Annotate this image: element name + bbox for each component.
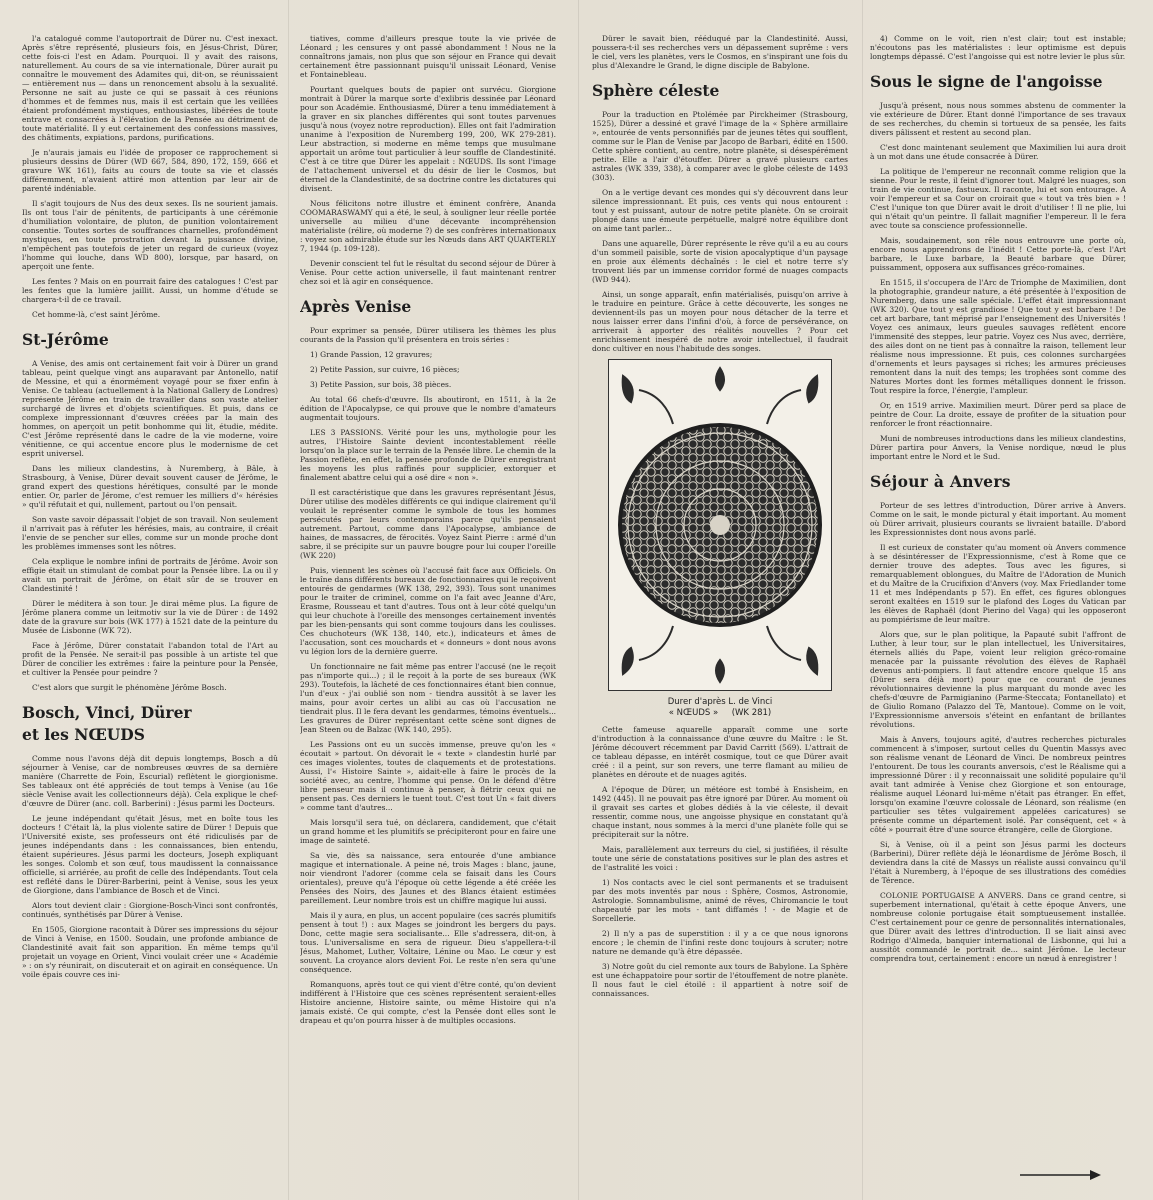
- column-divider: [862, 0, 863, 1200]
- paragraph: C'est donc maintenant seulement que Maximilien lui aura droit à un mot dans une étude consacrée à Dürer.: [870, 143, 1126, 161]
- paragraph: La politique de l'empereur ne reconnaît comme religion que la sienne. Pour le reste, il feint d'ignorer tout. Malgré les nuages, son train de vie continue, fastueux. Il raconte, lui et son entourage. A voir l'empereur et sa Cour on croirait que « tout va très bien » ! C'est l'unique ton que Dürer avait le droit d'utiliser ! Il ne plie, lui qui n'était qu'un peintre. Il fallait magnifier l'empereur. Il le fera avec toute sa conscience professionnelle.: [870, 167, 1126, 230]
- paragraph: Nous félicitons notre illustre et éminent confrère, Ananda COOMARASWAMY qui a été, le seul, à souligner leur réelle portée universelle au milieu d'une décevante incompréhension matérialiste (rélire, où moderne ?) de ses confrères internationaux : voyez son admirable étude sur les Nœuds dans ART QUARTERLY 7, 1944 (p. 109-128).: [300, 199, 556, 253]
- paragraph-group: [592, 34, 848, 70]
- paragraph: Alors que, sur le plan politique, la Papauté subit l'affront de Luther, à leur tour, sur le plan intellectuel, les Universitaires, éternels alliés du Pape, voient leur religion gréco-romaine menacée par la puissante révolution des élèves de Raphaël devenus anti-pompiers. Il faut attendre encore quelque 15 ans (Dürer sera déjà mort) pour que ce courant de jeunes révolutionnaires devienne la plus marquant du monde avec les chefs-d'œuvre de Parmigianino (Parme-Steccata; Fontanellato) et de Giulio Romano (Palazzo del Tè, Mantoue). Comme on le voit, l'Expressionnisme anversois s'éteint en enfantant de brillantes révolutions.: [870, 630, 1126, 729]
- paragraph: Romanquons, après tout ce qui vient d'être conté, qu'on devient indifférent à l'Histoire que ces scènes représentent seraient-elles Histoire ancienne, Histoire sainte, ou même Histoire qui n'a jamais existé. Ce qui compte, c'est la Pensée dont elles sont le drapeau et qu'on pourra hisser à de multiples occasions.: [300, 980, 556, 1025]
- paragraph: A Venise, des amis ont certainement fait voir à Dürer un grand tableau, peint quelque vingt ans auparavant par Antonello, natif de Messine, et qui a énormément voyagé pour se fixer enfin à Venise. Ce tableau (actuellement à la National Gallery de Londres) représente Jérôme en train de travailler dans son vaste atelier surchargé de livres et d'objets scientifiques. Et puis, dans ce complexe impressionnant d'œuvres créées par la main des hommes, on aperçoit un petit bonhomme qui lit, étudie, médite. C'est Jérôme représenté dans le cadre de la vie moderne, voire vénitienne, ce qui accentue encore plus le modernisme de cet esprit universel.: [22, 359, 278, 458]
- paragraph: Mais, soudainement, son rêle nous entrouvre une porte où, encore nous apprendrons de l'inédit ! Cette porte-là, c'est l'Art barbare, le Luxe barbare, la Beauté barbare que Dürer, puissamment, opposera aux suffisances gréco-romaines.: [870, 236, 1126, 272]
- paragraph: 2) Il n'y a pas de superstition : il y a ce que nous ignorons encore ; le chemin de l'infini reste donc toujours à scruter; notre nature ne demande qu'à être dépassée.: [592, 929, 848, 956]
- paragraph: A l'époque de Dürer, un météore est tombé à Ensisheim, en 1492 (445). Il ne pouvait pas être ignoré par Dürer. Au moment où il gravait ses cartes et globes dédiés à la vie céleste, il devait ressentir, comme nous, une angoisse physique en constatant qu'à chaque instant, nous sommes à la merci d'une planète folle qui se précipiterait sur la nôtre.: [592, 785, 848, 839]
- paragraph: Puis, viennent les scènes où l'accusé fait face aux Officiels. On le traîne dans différents bureaux de fonctionnaires qui le reçoivent entourés de gendarmes (WK 138, 292, 393). Tous sont unanimes pour le traiter de criminel, comme on l'a fait avec Jeanne d'Arc, Erasme, Rousseau et tant d'autres. Tous ont à leur côté quelqu'un qui leur chuchote à l'oreille des mensonges certainement inventés par les bien-pensants qui sont comme toujours dans les coulisses. Ces chuchoteurs (WK 138, 140, etc.), indicateurs et âmes de l'accusation, sont ces mouchards et « donneurs » dont nous avons vu légion lors de la dernière guerre.: [300, 566, 556, 656]
- knot-engraving: [608, 359, 832, 691]
- section-heading: et les NŒUDS: [22, 725, 145, 744]
- paragraph: Dans une aquarelle, Dürer représente le rêve qu'il a eu au cours d'un sommeil paisible, sorte de vision apocalyptique d'un paysage en proie aux éléments déchaînés : le ciel et notre terre s'y trouvent liés par un immense corridor formé de nuages compacts (WD 944).: [592, 239, 848, 284]
- paragraph: Les Passions ont eu un succès immense, preuve qu'on les « écoutait » partout. On dévorait le « texte » clandestin hurlé par ces images violentes, toutes de claquements et de protestations. Aussi, l'« Histoire Sainte », aidait-elle à faire le procès de la société avec, au centre, l'homme qui pense. On le défend d'être libre penseur mais il continue à penser, à flétrir ceux qui ne pensent pas. Ces derniers le tuent tout. C'est tout Un « fait divers » comme tant d'autres...: [300, 740, 556, 812]
- section-heading: Sphère céleste: [592, 81, 720, 100]
- paragraph: Son vaste savoir dépassait l'objet de son travail. Non seulement il n'arrivait pas à réfuter les hérésies, mais, au contraire, il créait l'envie de se pencher sur elles, comme sur un monde proche dont les problèmes immenses sont les nôtres.: [22, 515, 278, 551]
- paragraph: Il est curieux de constater qu'au moment où Anvers commence à se désintéresser de l'Expressionnisme, c'est à Rome que ce dernier trouve des adeptes. Tous avec les figures, si remarquablement oblongues, du Maître de l'Adoration de Munich et du Maître de la Crucifixion d'Anvers (voy. Max Friedlander tome 11 et mes Indépendants p 57). En effet, ces figures oblongues seront exaltées en 1519 sur le plafond des Loges du Vatican par les élèves de Raphaël (dont Pierino del Vaga) qui les opposeront au pompiérisme de leur maître.: [870, 543, 1126, 624]
- section-heading: Séjour à Anvers: [870, 472, 1011, 491]
- paragraph: On a le vertige devant ces mondes qui s'y découvrent dans leur silence impressionnant. Et puis, ces vents qui nous entourent : tout y est puissant, autour de notre petite planète. On se croirait plongé dans une émeute perpétuelle, malgré notre équilibre dont on aime tant parler...: [592, 188, 848, 233]
- paragraph: Dans les milieux clandestins, à Nuremberg, à Bâle, à Strasbourg, à Venise, Dürer devait souvent causer de Jérôme, le grand expert des questions hérétiques, consulté par le monde entier. Or, parler de Jérome, c'est remuer les milliers d'« hérésies » qu'il réfutait et qui, nullement, partout ou l'on pensait.: [22, 464, 278, 509]
- paragraph-group: [300, 34, 556, 286]
- paragraph: Mais à Anvers, toujours agité, d'autres recherches picturales commencent à s'imposer, surtout celles du Quentin Massys avec son réalisme venant de Léonard de Vinci. De nombreux peintres l'entourent. De tous les courants anversois, c'est le Réalisme qui a impressionné Dürer : il y reconnaissait une solidité populaire qu'il avait tant admirée à Venise chez Giorgione et son entourage, réalisme auquel Léonard lui-même n'était pas étranger. En effet, lorsqu'on examine l'œuvre colossale de Léonard, son réalisme (en particulier ses têtes vulgairement appelées caricatures) se présente comme un département isolé. Par conséquent, cet « à côté » pourrait être d'une source étrangère, celle de Giorgione.: [870, 735, 1126, 834]
- paragraph: Pour exprimer sa pensée, Dürer utilisera les thèmes les plus courants de la Passion qu'il présentera en trois séries :: [300, 326, 556, 344]
- paragraph-group: [870, 501, 1126, 963]
- section-heading: Sous le signe de l'angoisse: [870, 72, 1103, 91]
- paragraph: Je n'aurais jamais eu l'idée de proposer ce rapprochement si plusieurs dessins de Dürer (WD 667, 584, 890, 172, 159, 666 et gravure WK 161), faits au cours de toute sa vie et classés différemment, n'avaient attiré mon attention par leur air de parenté indéniable.: [22, 148, 278, 193]
- paragraph: Pour la traduction en Ptolémée par Pirckheimer (Strasbourg, 1525), Dürer a dessiné et gravé l'image de la « Sphère armillaire », entourée de vents personnifiés par de jeunes têtes qui soufflent, comme sur le Plan de Venise par Jacopo de Barbari, édité en 1500. Cette sphère contient, au centre, notre planète, si désespérément petite. Elle a l'air d'étouffer. Dürer a gravé plusieurs cartes astrales (WK 339, 338), à comparer avec le globe céleste de 1493 (303).: [592, 110, 848, 182]
- column-4: [870, 34, 1126, 1194]
- section-heading: Après Venise: [300, 297, 412, 316]
- arrow-right-icon: [1020, 1169, 1102, 1181]
- paragraph: l'a catalogué comme l'autoportrait de Dürer nu. C'est inexact. Après s'être représenté, plusieurs fois, en Jésus-Christ, Dürer, cette fois-ci l'est en Adam. Pourquoi. Il y avait des raisons, naturellement. Au cours de sa vie internationale, Dürer aurait pu connaître le mouvement des Adamites qui, dit-on, se réunissaient — entièrement nus — dans un renoncement absolu à la sexualité. Personne ne sait au juste ce qui se passait à ces réunions d'hommes et de femmes nus, mais il est certain que les veillées étaient profondément mystiques, enthousiastes, libérées de toute entrave et consacrées à l'élévation de la Pensée au détriment de toute matérialité. Il y eut certainement des confessions massives, des châtiments, expiations, pardons, purifications.: [22, 34, 278, 142]
- paragraph: C'est alors que surgit le phénomène Jérôme Bosch.: [32, 683, 227, 692]
- paragraph: 3) Notre goût du ciel remonte aux tours de Babylone. La Sphère est une échappatoire pour sortir de l'étouffement de notre planète. Il nous faut le ciel étoilé : il appartient à notre soif de connaissances.: [592, 962, 848, 998]
- paragraph: Sa vie, dès sa naissance, sera entourée d'une ambiance magique et internationale. A peine né, trois Mages : blanc, jaune, noir viendront l'adorer (comme cela se faisait dans les Cours orientales), preuve qu'à l'époque où cette légende a été créée les Pensées des Noirs, des Jaunes et des Blancs étaient estimées pareillement. Leur nombre trois est un chiffre magique lui aussi.: [300, 851, 556, 905]
- paragraph: Un fonctionnaire ne fait même pas entrer l'accusé (ne le reçoit pas n'importe qui...) ; il le reçoit à la porte de ses bureaux (WK 293). Toutefois, la lâcheté de ces fonctionnaires étant bien connue, l'un d'eux - j'ai oublié son nom - tiendra aussitôt à se laver les mains, pour avoir certes un alibi au cas où l'accusation ne tiendrait plus. Il le fera devant les gendarmes, témoins éventuels... Les gravures de Dürer représentant cette scène sont dignes de Jean Steen ou de Balzac (WK 140, 295).: [300, 662, 556, 734]
- paragraph-group: [592, 110, 848, 353]
- figure-knots: [592, 359, 848, 719]
- paragraph-group: [870, 34, 1126, 61]
- paragraph: Cette fameuse aquarelle apparaît comme une sorte d'introduction à la connaissance d'une œuvre du Maître : le St. Jérôme découvert récemment par David Carritt (569). L'attrait de ce tableau dépasse, en intérêt cosmique, tout ce que Dürer avait créé : il a peint, sur son revers, une terre flamant au milieu de planètes en déroute et de nuages agités.: [592, 725, 848, 779]
- section-heading: Bosch, Vinci, Dürer: [22, 703, 192, 722]
- paragraph: Cet homme-là, c'est saint Jérôme.: [32, 310, 161, 319]
- page-fold: [578, 0, 579, 1200]
- paragraph: Dürer le méditera à son tour. Je dirai même plus. La figure de Jérôme planera comme un leitmotiv sur la vie de Dürer : de 1492 date de la gravure sur bois (WK 177) à 1521 date de la peinture du Musée de Lisbonne (WK 72).: [22, 599, 278, 635]
- paragraph: Mais, parallèlement aux terreurs du ciel, si justifiées, il résulte toute une série de constatations positives sur le plan des astres et de l'astralité les voici :: [592, 845, 848, 872]
- paragraph-group: [870, 101, 1126, 461]
- section-heading: St-Jérôme: [22, 330, 109, 349]
- paragraph: Dürer le savait bien, rééduqué par la Clandestinité. Aussi, poussera-t-il ses recherches vers un dépassement suprême : vers le ciel, vers les planètes, vers le Cosmos, en s'inspirant une fois du plus d'Alexandre le Grand, le digne disciple de Babylone.: [592, 34, 848, 70]
- paragraph: En 1515, il s'occupera de l'Arc de Triomphe de Maximilien, dont la photographie, grandeur nature, a été présentée à l'exposition de Nuremberg, dans une salle spéciale. L'effet était impressionnant (WK 320). Que tout y est grandiose ! Que tout y est barbare ! De cet art barbare, tant méprisé par l'enseignement des Universités ! Voyez ces animaux, leurs gueules sauvages reflètent encore l'immensité des steppes, leur patrie. Voyez ces Nus avec, derrière, des ailes dont on ne tient pas à connaître la raison, tellement leur réalisme nous impressionne. Et puis, ces colonnes surchargées d'ornements et leurs paysages si riches; les armures précieuses remontent dans la nuit des temps; les trophées sont comme des Natures Mortes dont les formes métalliques donnent le frisson. Tout respire la force, l'énergie, l'ampleur.: [870, 278, 1126, 395]
- paragraph: LES 3 PASSIONS. Vérité pour les uns, mythologie pour les autres, l'Histoire Sainte devient incontestablement réelle lorsqu'on la place sur le terrain de la Pensée libre. Le chemin de la Passion reflète, en effet, la pensée profonde de Dürer enregistrant les moyens les plus raffinés pour supplicier, extorquer et finalement abattre celui qui a osé dire « non ».: [300, 428, 556, 482]
- paragraph-group: [300, 326, 556, 1025]
- figure-caption: « NŒUDS » (WK 281): [668, 708, 772, 718]
- paragraph: 2) Petite Passion, sur cuivre, 16 pièces;: [310, 365, 460, 374]
- interlace-knot-roundel-icon: [609, 360, 831, 690]
- paragraph: COLONIE PORTUGAISE A ANVERS. Dans ce grand centre, si superbement international, qu'était à cette époque Anvers, une nombreuse colonie portugaise était somptueusement installée. C'est certainement pour ce genre de personnalités internationales, que Dürer avait des lettres d'introduction. Il se liait ainsi avec Rodrigo d'Almeda, banquier international de Lisbonne, qui lui a aussitôt commandé le portrait de... saint Jérôme. Le lecteur comprendra tout, certainement : encore un nœud à enregistrer !: [870, 891, 1126, 963]
- paragraph-group: [22, 754, 278, 979]
- column-divider: [288, 0, 289, 1200]
- column-2: [300, 34, 556, 1194]
- paragraph: Mais il y aura, en plus, un accent populaire (ces sacrés plumitifs pensent à tout !) : aux Mages se joindront les bergers du pays. Donc, cette magie sera socialisante... Elle s'adressera, dit-on, à tous. L'universalisme en sera de rigueur. Dieu s'appellera-t-il Jésus, Mahomet, Luther, Voltaire, Lénine ou Mao. Le cœur y est souvent. La croyance alors devient Foi. Le reste n'en sera qu'une conséquence.: [300, 911, 556, 974]
- paragraph: Au total 66 chefs-d'œuvre. Ils aboutiront, en 1511, à la 2e édition de l'Apocalypse, ce qui prouve que le nombre d'amateurs augmentait toujours.: [300, 395, 556, 422]
- paragraph: Muni de nombreuses introductions dans les milieux clandestins, Dürer partira pour Anvers, la Venise nordique, nœud le plus important entre le Nord et le Sud.: [870, 434, 1126, 461]
- paragraph: Jusqu'à présent, nous nous sommes abstenu de commenter la vie extérieure de Dürer. Etant donné l'importance de ses travaux de ses recherches, du chemin si tortueux de sa pensée, les faits divers pâlissent et restent au second plan.: [870, 101, 1126, 137]
- paragraph-group: [592, 725, 848, 998]
- paragraph: Ainsi, un songe apparaît, enfin matérialisés, puisqu'on arrive à le traduire en peinture. Grâce à cette découverte, les songes ne deviennent-ils pas un moyen pour nous détacher de la terre et nous laisser errer dans l'infini d'où, à force de persévérance, on arriverait à apporter des réalités nouvelles ? Pour cet enrichissement inespéré de notre avoir intellectuel, il faudrait donc cultiver en nous l'habitude des songes.: [592, 290, 848, 353]
- paragraph: Face à Jérôme, Dürer constatait l'abandon total de l'Art au profit de la Pensée. Ne serait-il pas possible à un artiste tel que Dürer de concilier les extrêmes : faire la peinture pour la Pensée, et cultiver la Pensée pour peindre ?: [22, 641, 278, 677]
- paragraph-group: [22, 34, 278, 319]
- paragraph: Mais lorsqu'il sera tué, on déclarera, candidement, que c'était un grand homme et les plumitifs se précipiteront pour en faire une image de sainteté.: [300, 818, 556, 845]
- paragraph: tiatives, comme d'ailleurs presque toute la vie privée de Léonard ; les censures y ont passé abondamment ! Nous ne la connaîtrons jamais, non plus que son séjour en France qui devait certainement être passionnant puisqu'il unissait Léonard, Venise et Fontainebleau.: [300, 34, 556, 79]
- paragraph: En 1505, Giorgione racontait à Dürer ses impressions du séjour de Vinci à Venise, en 1500. Soudain, une profonde ambiance de Clandestinité avait fait son apparition. En même temps qu'il projetait un voyage en Orient, Vinci voulait créer une « Académie » : on s'y réunirait, on discuterait et on agirait en conséquence. Un voile épais couvre ces ini-: [22, 925, 278, 979]
- paragraph: Si, à Venise, où il a peint son Jésus parmi les docteurs (Barberini), Dürer reflète déjà le léonardisme de Jérôme Bosch, il deviendra dans la cité de Massys un réaliste aussi convaincu qu'il l'était à Nuremberg, à l'époque de ses illustrations des comédies de Térence.: [870, 840, 1126, 885]
- paragraph: Les fentes ? Mais on en pourrait faire des catalogues ! C'est par les fentes que la lumière jaillit. Aussi, un homme d'étude se chargera-t-il de ce travail.: [22, 277, 278, 304]
- paragraph: Cela explique le nombre infini de portraits de Jérôme. Avoir son effigie était un stimulant de combat pour la Pensée libre. La ou il y avait un portrait de Jérôme, on était sûr de se trouver en Clandestinité !: [22, 557, 278, 593]
- paragraph: 3) Petite Passion, sur bois, 38 pièces.: [310, 380, 452, 389]
- paragraph: 1) Grande Passion, 12 gravures;: [310, 350, 433, 359]
- column-3: [592, 34, 848, 1194]
- paragraph: Il est caractéristique que dans les gravures représentant Jésus, Dürer utilise des modèles différents ce qui indique clairement qu'il voulait le représenter comme le symbole de tous les hommes persécutés par leurs contemporains parce qu'ils pensaient autrement. Partout, comme dans l'Apocalypse, ambiance de haines, de massacres, de férocités. Voyez Saint Pierre : armé d'un sabre, il se précipite sur un pauvre bougre pour lui couper l'oreille (WK 220): [300, 488, 556, 560]
- paragraph: Le jeune indépendant qu'était Jésus, met en boîte tous les docteurs ! C'était là, la plus violente satire de Dürer ! Depuis que l'Université existe, ses professeurs ont été ridiculisés par de jeunes indépendants dans : les connaissances, bien entendu, étaient supérieures. Jésus parmi les docteurs, Joseph expliquant les songes. Colomb et son œuf, tous maudissent la connaissance officielle, si arriérée, au profit de celle des Indépendants. Tout cela est reflété dans le Dürer-Barberini, peint à Venise, sous les yeux de Giorgione, dans l'ambiance de Bosch et de Vinci.: [22, 814, 278, 895]
- figure-caption: Durer d'après L. de Vinci: [667, 697, 773, 707]
- paragraph: Or, en 1519 arrive. Maximilien meurt. Dürer perd sa place de peintre de Cour. La droite, essaye de profiter de la situation pour renforcer le front réactionnaire.: [870, 401, 1126, 428]
- paragraph-group: [22, 359, 278, 692]
- paragraph: 1) Nos contacts avec le ciel sont permanents et se traduisent par des mots inventés par nous : Sphère, Cosmos, Astronomie, Astrologie. Somnambulisme, animé de rêves, Chiromancie le tout chapeauté par les mots - tant diffamés ! - de Magie et de Sorcellerie.: [592, 878, 848, 923]
- paragraph: 4) Comme on le voit, rien n'est clair; tout est instable; n'écoutons pas les matérialistes : leur optimisme est depuis longtemps dépassé. C'est l'angoisse qui est notre levier le plus sûr.: [870, 34, 1126, 61]
- paragraph: Comme nous l'avons déjà dit depuis longtemps, Bosch a dû séjourner à Venise, car de nombreuses œuvres de sa dernière manière (Charrette de Foin, Escurial) reflètent le giorgionisme. Ses tableaux ont été appréciés de tout temps à Venise (au 16e siècle Venise avait les collectionneurs déjà). Cela explique le chef-d'œuvre de Dürer (anc. coll. Barberini) : Jésus parmi les Docteurs.: [22, 754, 278, 808]
- paragraph: Alors tout devient clair : Giorgione-Bosch-Vinci sont confrontés, continués, synthétisés par Dürer à Venise.: [22, 901, 278, 919]
- paragraph: Porteur de ses lettres d'introduction, Dürer arrive à Anvers. Comme on le sait, le monde pictural y était important. Au moment où Dürer arrivait, plusieurs courants se livraient bataille. D'abord les Expressionnistes dont nous avons parlé.: [870, 501, 1126, 537]
- column-1: [22, 34, 278, 1194]
- paragraph: Il s'agit toujours de Nus des deux sexes. Ils ne sourient jamais. Ils ont tous l'air de pénitents, de participants à une cérémonie d'humiliation volontaire, de pluton, de punition volontairement consentie. Toutes sortes de souffrances charnelles, profondément mystiques, en toute prostration devant la puissance divine, n'empêchent pas toutefois de jeter un regard de curieux (voyez l'homme qui louche, dans WD 800), lorsque, par hasard, on aperçoit une fente.: [22, 199, 278, 271]
- paragraph: Devenir conscient tel fut le résultat du second séjour de Dürer à Venise. Pour cette action universelle, il faut maintenant rentrer chez soi et là agir en conséquence.: [300, 259, 556, 286]
- paragraph: Pourtant quelques bouts de papier ont survécu. Giorgione montrait à Dürer la marque sorte d'exlibris dessinée par Léonard pour son Académie. Enthousiasmé, Dürer a tenu immédiatement à la graver en six planches différentes qui sont toutes parvenues jusqu'à nous (voyez notre reproduction). Elles ont fait l'admiration unanime à l'exposition de Nuremberg 199, 200, WK 279-281). Leur abstraction, si moderne en même temps que musulmane apportait un arôme tout particulier à leur souffle de Clandestinité. C'est à ce titre que Dürer les appelait : NŒUDS. Ils sont l'image de l'attachement universel et du désir de lier le Cosmos, but éternel de la Clandestinité, de sa doctrine contre les dictatures qui divisent.: [300, 85, 556, 193]
